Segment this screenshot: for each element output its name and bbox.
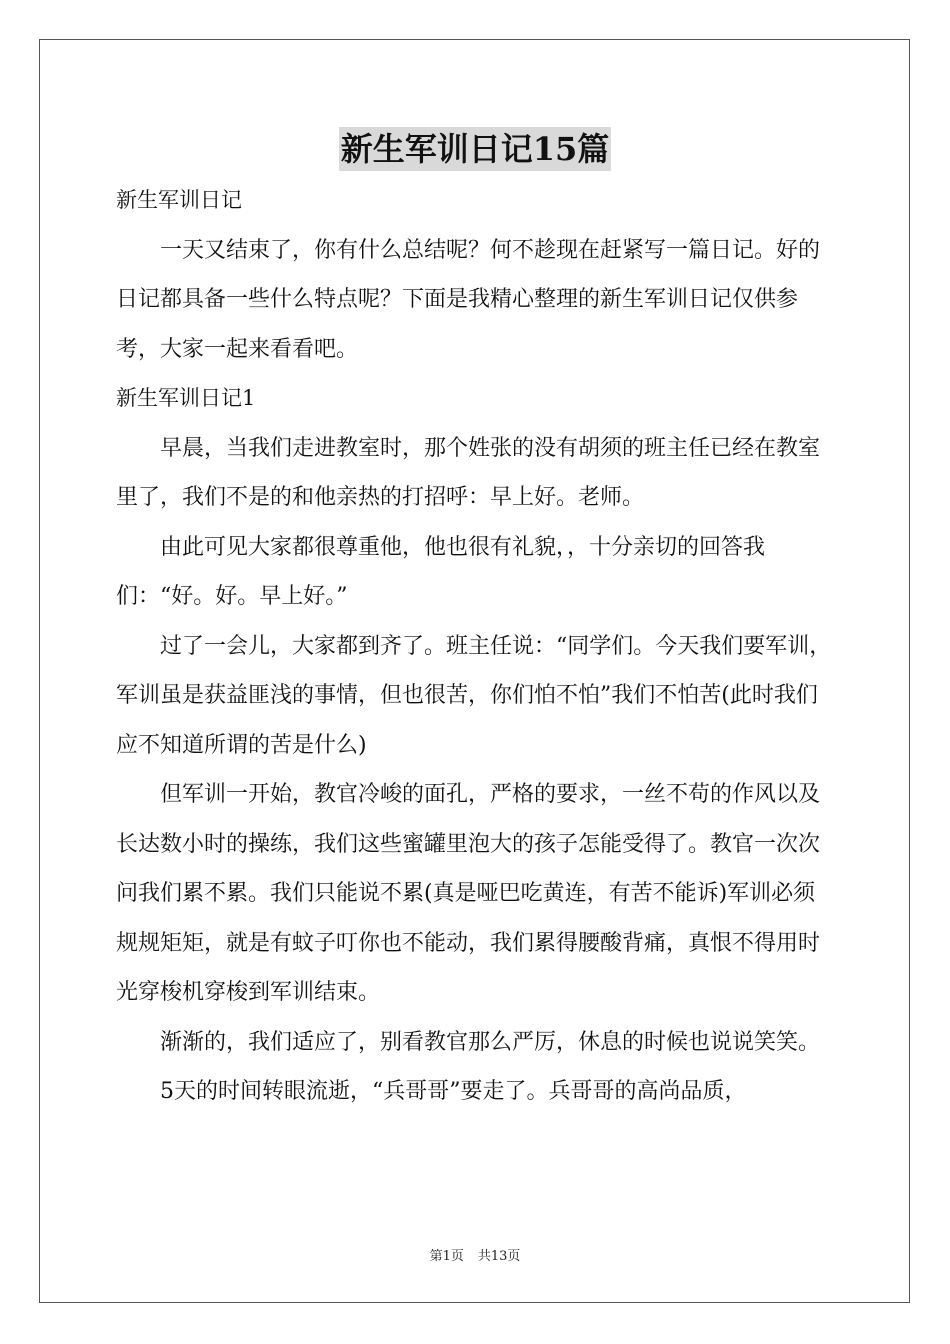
body-paragraph: 过了一会儿，大家都到齐了。班主任说：“同学们。今天我们要军训，军训虽是获益匪浅的事情，但也很苦，你们怕不怕”我们不怕苦(此时我们应不知道所谓的苦是什么) bbox=[116, 633, 832, 758]
document-body bbox=[116, 176, 836, 1117]
page-count: 共13页 bbox=[477, 1249, 521, 1264]
body-paragraph: 5天的时间转眼流逝，“兵哥哥”要走了。兵哥哥的高尚品质， bbox=[160, 1079, 747, 1104]
section-heading: 新生军训日记 bbox=[116, 188, 242, 212]
body-paragraph: 但军训一开始，教官冷峻的面孔，严格的要求，一丝不苟的作风以及长达数小时的操练，我们这些蜜罐里泡大的孩子怎能受得了。教官一次次问我们累不累。我们只能说不累(真是哑巴吃黄连，有苦不能诉)军训必须规规矩矩，就是有蚊子叮你也不能动，我们累得腰酸背痛，真恨不得用时光穿梭机穿梭到军训结束。 bbox=[116, 782, 821, 1005]
document-title: 新生军训日记15篇 bbox=[339, 127, 612, 171]
body-paragraph: 由此可见大家都很尊重他，他也很有礼貌，，十分亲切的回答我们：“好。好。早上好。” bbox=[116, 534, 766, 609]
body-paragraph: 一天又结束了，你有什么总结呢？何不趁现在赶紧写一篇日记。好的日记都具备一些什么特点呢？下面是我精心整理的新生军训日记仅供参考，大家一起来看看吧。 bbox=[116, 237, 821, 362]
body-paragraph: 早晨，当我们走进教室时，那个姓张的没有胡须的班主任已经在教室里了，我们不是的和他亲热的打招呼：早上好。老师。 bbox=[116, 435, 821, 510]
page-footer bbox=[0, 1248, 950, 1266]
section-heading: 新生军训日记1 bbox=[116, 386, 256, 410]
page-number: 第1页 bbox=[429, 1249, 464, 1264]
title-wrap bbox=[0, 127, 950, 171]
body-paragraph: 渐渐的，我们适应了，别看教官那么严厉，休息的时候也说说笑笑。 bbox=[160, 1029, 821, 1055]
